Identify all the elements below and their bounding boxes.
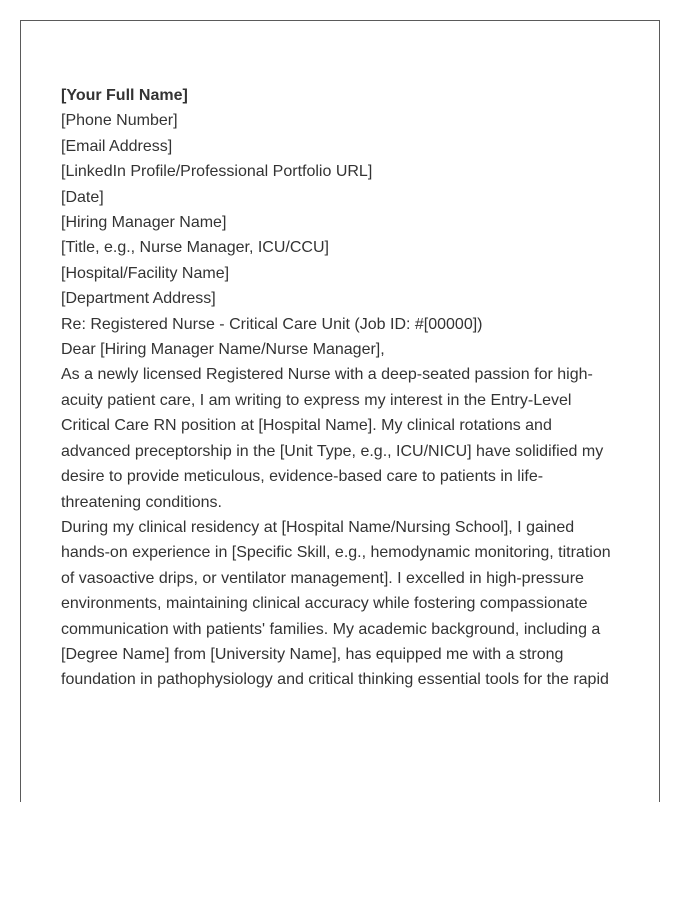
letter-body (61, 83, 621, 693)
letter-page (20, 20, 660, 802)
body-paragraph: As a newly licensed Registered Nurse with a deep-seated passion for high-acuity patient care, I am writing to express my interest in the Entry-Level Critical Care RN position at [Hospital Name]. My clinical rotations and advanced preceptorship in the [Unit Type, e.g., ICU/NICU] have solidified my desire to provide meticulous, evidence-based care to patients in life-threatening conditions. (61, 366, 604, 511)
subject-line: Re: Registered Nurse - Critical Care Unit (Job ID: #[00000]) (61, 315, 483, 333)
sender-name: [Your Full Name] (61, 87, 188, 104)
recipient-facility: [Hospital/Facility Name] (61, 264, 230, 282)
recipient-name: [Hiring Manager Name] (61, 214, 227, 232)
salutation: Dear [Hiring Manager Name/Nurse Manager], (61, 341, 385, 359)
sender-block (61, 83, 621, 185)
recipient-address: [Department Address] (61, 290, 216, 308)
recipient-title: [Title, e.g., Nurse Manager, ICU/CCU] (61, 239, 329, 257)
sender-profile-url: [LinkedIn Profile/Professional Portfolio URL] (61, 163, 373, 181)
sender-email: [Email Address] (61, 137, 173, 155)
sender-phone: [Phone Number] (61, 112, 178, 130)
date-line: [Date] (61, 188, 104, 206)
body-paragraph: During my clinical residency at [Hospital Name/Nursing School], I gained hands-on experience in [Specific Skill, e.g., hemodynamic monitoring, titration of vasoactive drips, or ventilator management]. I excelled in high-pressure environments, maintaining clinical accuracy while fostering compassionate communication with patients' families. My academic background, including a [Degree Name] from [University Name], has equipped me with a strong foundation in pathophysiology and critical thinking essential tools for the rapid (61, 518, 611, 689)
recipient-block (61, 210, 621, 312)
